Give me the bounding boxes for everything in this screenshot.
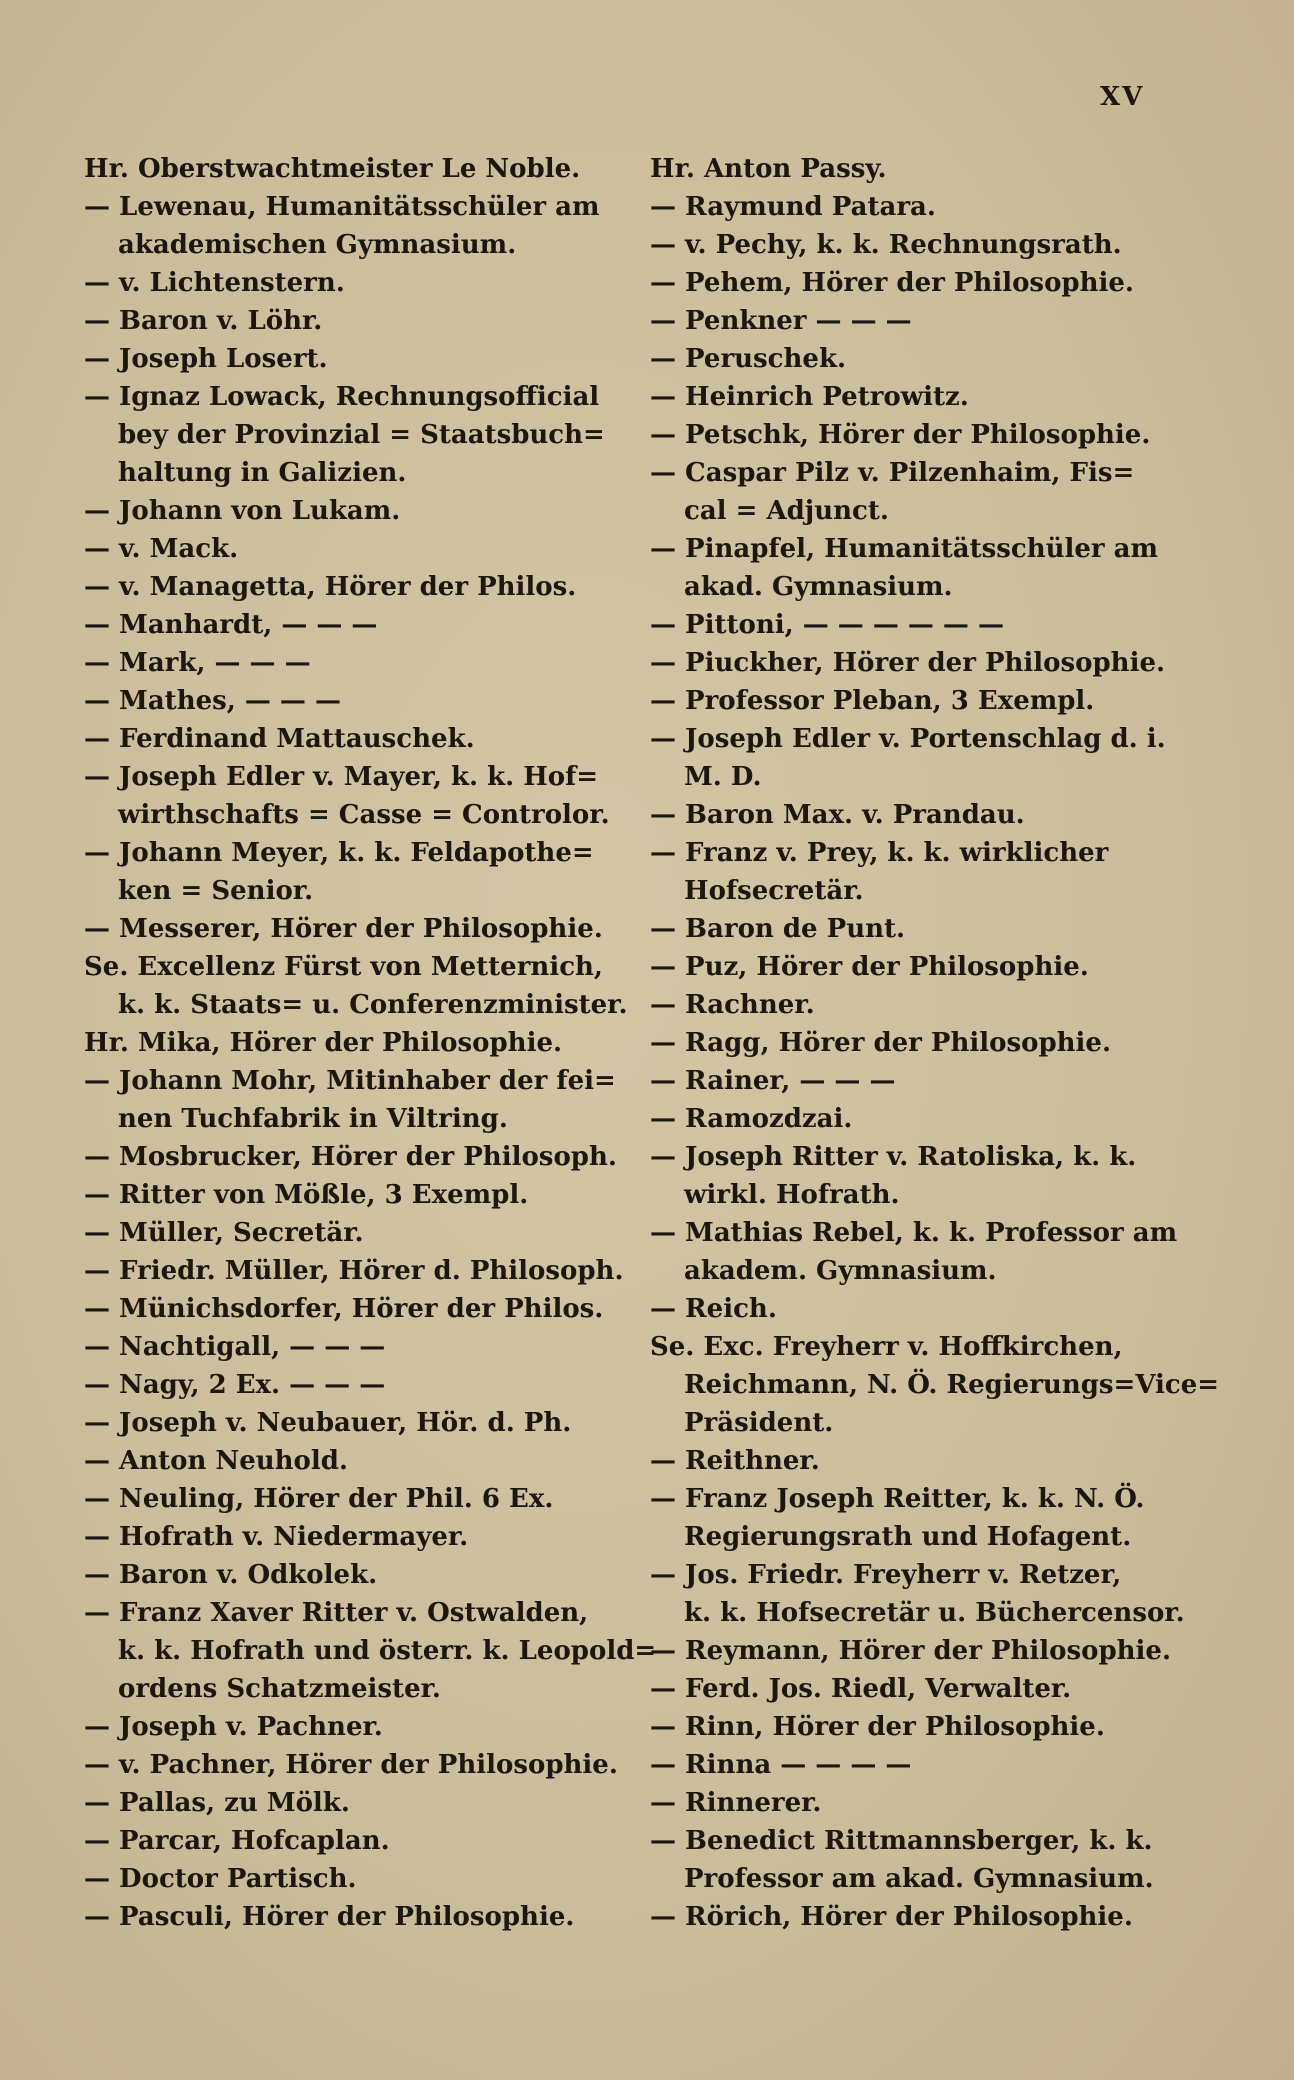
subscriber-entry: — Joseph Ritter v. Ratoliska, k. k. [650,1142,1137,1172]
subscriber-entry: — Baron Max. v. Prandau. [650,800,1025,830]
subscriber-entry-continuation: k. k. Hofsecretär u. Büchercensor. [684,1598,1185,1628]
subscriber-entry-continuation: Reichmann, N. Ö. Regierungs=Vice= [684,1370,1220,1400]
subscriber-entry-continuation: k. k. Hofrath und österr. k. Leopold= [118,1636,657,1666]
subscriber-entry: — Neuling, Hörer der Phil. 6 Ex. [84,1484,554,1514]
subscriber-entry-continuation: k. k. Staats= u. Conferenzminister. [118,990,628,1020]
subscriber-entry: — Parcar, Hofcaplan. [84,1826,390,1856]
subscriber-entry: — Ignaz Lowack, Rechnungsofficial [84,382,600,412]
subscriber-entry-continuation: Regierungsrath und Hofagent. [684,1522,1132,1552]
subscriber-entry: — Ferdinand Mattauschek. [84,724,475,754]
subscriber-entry-continuation: Professor am akad. Gymnasium. [684,1864,1154,1894]
subscriber-entry: — Franz Joseph Reitter, k. k. N. Ö. [650,1484,1145,1514]
subscriber-entry: — Penkner — — — [650,306,912,336]
subscriber-entry: — v. Managetta, Hörer der Philos. [84,572,577,602]
subscriber-entry-continuation: akad. Gymnasium. [684,572,953,602]
subscriber-entry: — Rinnerer. [650,1788,822,1818]
subscriber-entry-continuation: bey der Provinzial = Staatsbuch= [118,420,605,450]
subscriber-entry: — Ferd. Jos. Riedl, Verwalter. [650,1674,1072,1704]
subscriber-entry: — Pasculi, Hörer der Philosophie. [84,1902,575,1932]
subscriber-entry: — Professor Pleban, 3 Exempl. [650,686,1095,716]
subscriber-entry: Se. Exc. Freyherr v. Hoffkirchen, [650,1332,1123,1362]
subscriber-entry: — Mosbrucker, Hörer der Philosoph. [84,1142,617,1172]
subscriber-entry: — Mark, — — — [84,648,311,678]
subscriber-entry: — Mathes, — — — [84,686,341,716]
subscriber-entry: — Piuckher, Hörer der Philosophie. [650,648,1166,678]
subscriber-entry: — Müller, Secretär. [84,1218,364,1248]
subscriber-entry: — Baron de Punt. [650,914,906,944]
subscriber-entry: — Reymann, Hörer der Philosophie. [650,1636,1172,1666]
subscriber-entry: — Rachner. [650,990,815,1020]
subscriber-entry: — Pinapfel, Humanitätsschüler am [650,534,1159,564]
subscriber-entry: — Caspar Pilz v. Pilzenhaim, Fis= [650,458,1135,488]
subscriber-entry: — Rinn, Hörer der Philosophie. [650,1712,1105,1742]
subscriber-entry: — Pallas, zu Mölk. [84,1788,350,1818]
subscriber-entry: — Rörich, Hörer der Philosophie. [650,1902,1133,1932]
subscriber-entry: — Nachtigall, — — — [84,1332,386,1362]
subscriber-entry: — Baron v. Odkolek. [84,1560,378,1590]
left-column [84,150,657,1936]
subscriber-entry-continuation: ken = Senior. [118,876,314,906]
subscriber-entry: — Lewenau, Humanitätsschüler am [84,192,600,222]
subscriber-entry: — Nagy, 2 Ex. — — — [84,1370,386,1400]
subscriber-entry: — Ragg, Hörer der Philosophie. [650,1028,1112,1058]
subscriber-entry: — Anton Neuhold. [84,1446,348,1476]
subscriber-entry-continuation: nen Tuchfabrik in Viltring. [118,1104,508,1134]
subscriber-entry-continuation: cal = Adjunct. [684,496,889,526]
subscriber-entry-continuation: Präsident. [684,1408,834,1438]
subscriber-entry: Se. Excellenz Fürst von Metternich, [84,952,603,982]
subscriber-entry: — Joseph Edler v. Mayer, k. k. Hof= [84,762,599,792]
subscriber-entry-continuation: akadem. Gymnasium. [684,1256,997,1286]
subscriber-entry-continuation: ordens Schatzmeister. [118,1674,441,1704]
subscriber-entry: — Rainer, — — — [650,1066,896,1096]
subscriber-entry: — Franz Xaver Ritter v. Ostwalden, [84,1598,589,1628]
subscriber-entry: — Friedr. Müller, Hörer d. Philosoph. [84,1256,624,1286]
subscriber-entry: — Hofrath v. Niedermayer. [84,1522,469,1552]
subscriber-entry: — Baron v. Löhr. [84,306,323,336]
subscriber-entry: — v. Mack. [84,534,239,564]
subscriber-entry: — Rinna — — — — [650,1750,912,1780]
subscriber-entry: — Messerer, Hörer der Philosophie. [84,914,603,944]
subscriber-entry: — Mathias Rebel, k. k. Professor am [650,1218,1178,1248]
subscriber-entry: — Ramozdzai. [650,1104,853,1134]
subscriber-entry-continuation: wirthschafts = Casse = Controlor. [118,800,610,830]
subscriber-entry: — Johann Mohr, Mitinhaber der fei= [84,1066,616,1096]
subscriber-entry: — Peruschek. [650,344,847,374]
subscriber-entry: — Münichsdorfer, Hörer der Philos. [84,1294,604,1324]
subscriber-entry: — v. Pachner, Hörer der Philosophie. [84,1750,618,1780]
subscriber-entry: — Pittoni, — — — — — — [650,610,1004,640]
subscriber-entry-continuation: wirkl. Hofrath. [684,1180,900,1210]
page-number: XV [1100,82,1145,112]
subscriber-entry: — v. Lichtenstern. [84,268,345,298]
subscriber-entry: — Manhardt, — — — [84,610,378,640]
subscriber-entry: — Joseph v. Neubauer, Hör. d. Ph. [84,1408,572,1438]
subscriber-entry: — Joseph Edler v. Portenschlag d. i. [650,724,1166,754]
subscriber-entry: — Reithner. [650,1446,820,1476]
right-column [650,150,1220,1936]
subscriber-entry: — v. Pechy, k. k. Rechnungsrath. [650,230,1122,260]
subscriber-entry: — Petschk, Hörer der Philosophie. [650,420,1151,450]
subscriber-entry: Hr. Anton Passy. [650,154,887,184]
subscriber-entry: — Reich. [650,1294,777,1324]
subscriber-entry: — Franz v. Prey, k. k. wirklicher [650,838,1109,868]
subscriber-entry-continuation: Hofsecretär. [684,876,864,906]
subscriber-entry: — Jos. Friedr. Freyherr v. Retzer, [650,1560,1122,1590]
subscriber-entry-continuation: akademischen Gymnasium. [118,230,517,260]
subscriber-entry: — Doctor Partisch. [84,1864,357,1894]
subscriber-entry: Hr. Mika, Hörer der Philosophie. [84,1028,563,1058]
subscriber-entry: — Johann Meyer, k. k. Feldapothe= [84,838,594,868]
subscriber-entry: — Benedict Rittmannsberger, k. k. [650,1826,1153,1856]
subscriber-entry: — Johann von Lukam. [84,496,401,526]
subscriber-entry: — Joseph v. Pachner. [84,1712,383,1742]
subscriber-entry: — Heinrich Petrowitz. [650,382,969,412]
subscriber-entry: — Puz, Hörer der Philosophie. [650,952,1089,982]
subscriber-entry: Hr. Oberstwachtmeister Le Noble. [84,154,581,184]
subscriber-entry-continuation: M. D. [684,762,762,792]
subscriber-entry-continuation: haltung in Galizien. [118,458,407,488]
subscriber-entry: — Raymund Patara. [650,192,936,222]
subscriber-entry: — Pehem, Hörer der Philosophie. [650,268,1134,298]
subscriber-entry: — Ritter von Mößle, 3 Exempl. [84,1180,529,1210]
subscriber-entry: — Joseph Losert. [84,344,328,374]
